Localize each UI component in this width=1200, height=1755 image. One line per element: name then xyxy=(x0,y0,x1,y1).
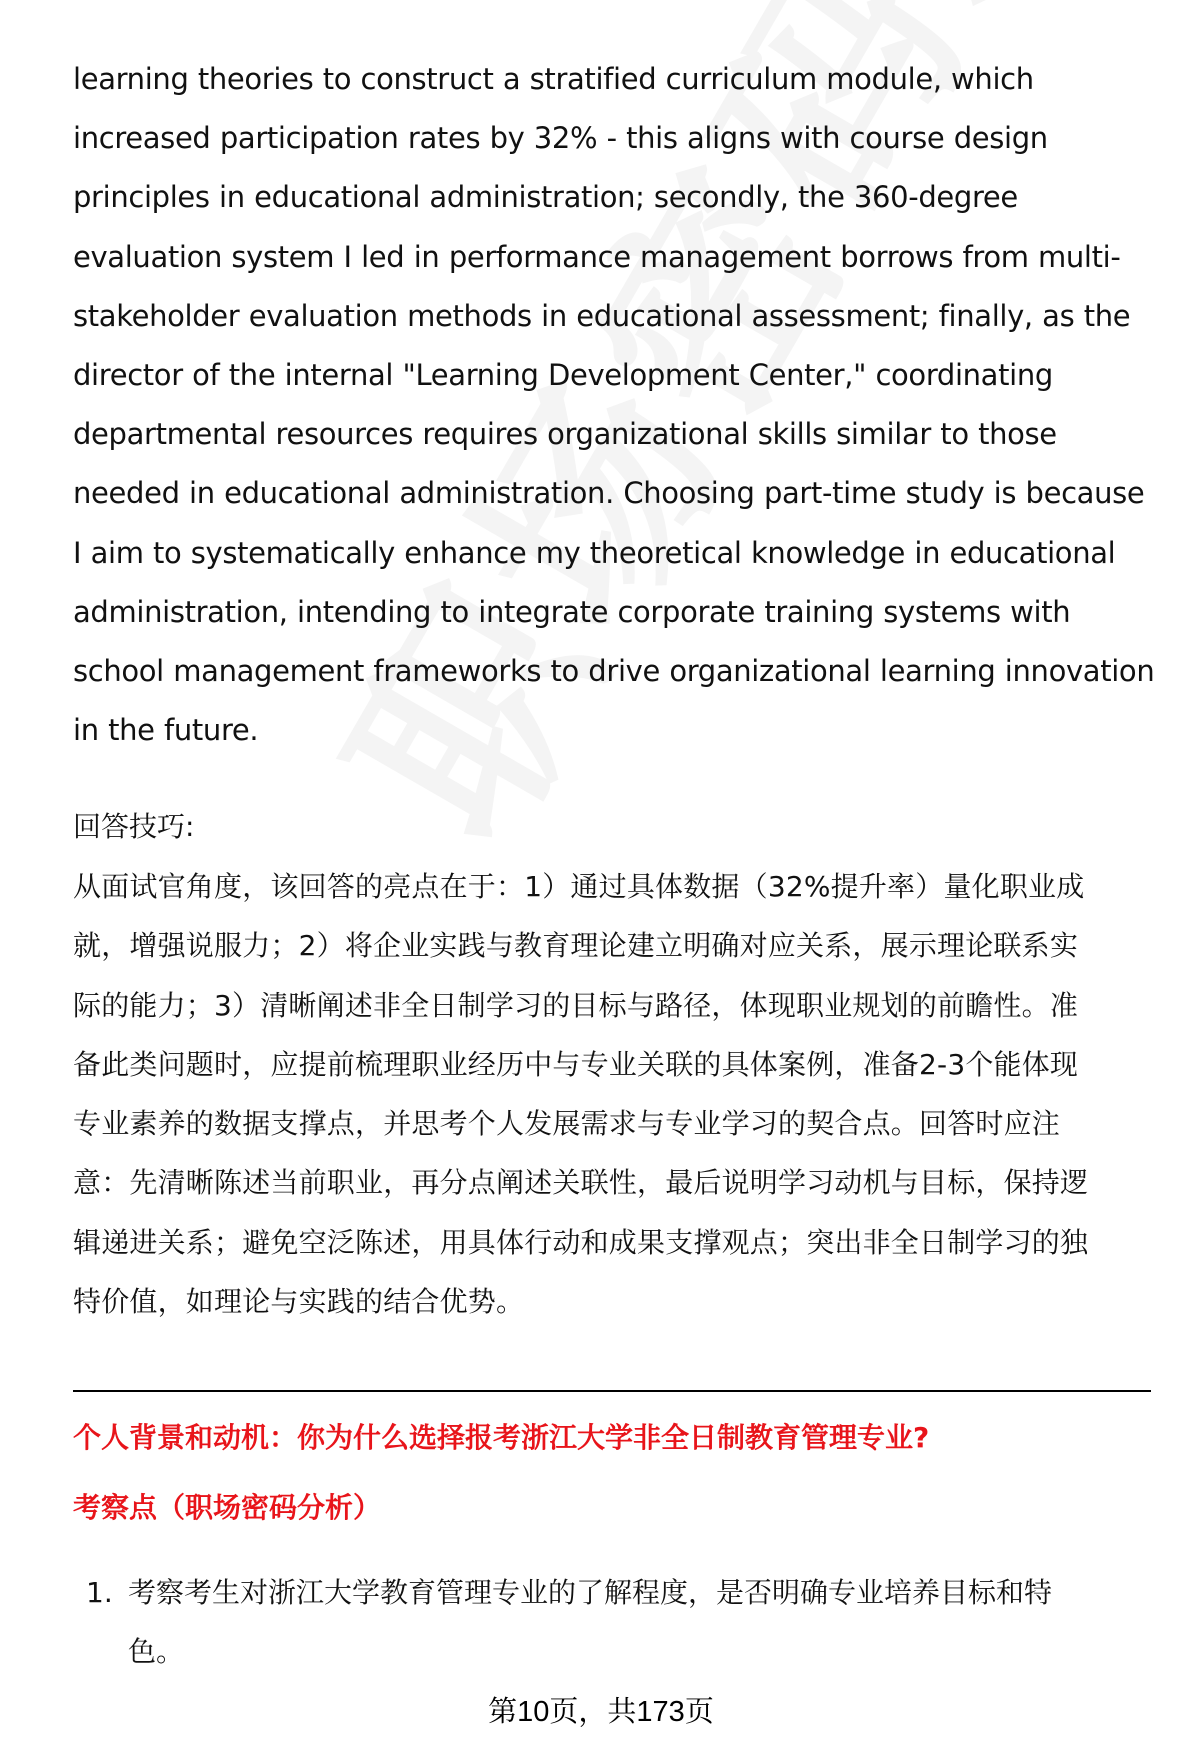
page-footer xyxy=(0,1690,1200,1734)
paragraph-line: 专业素养的数据支撑点，并思考个人发展需求与专业学习的契合点。回答时应注 xyxy=(73,1107,1061,1141)
paragraph-line: 备此类问题时，应提前梳理职业经历中与专业关联的具体案例，准备2-3个能体现 xyxy=(73,1047,1079,1081)
tips-paragraph xyxy=(73,857,1158,1331)
list-item-number: 1. xyxy=(86,1576,113,1609)
paragraph-line: I aim to systematically enhance my theoretical knowledge in educational xyxy=(73,535,1116,570)
paragraph-line: 意：先清晰陈述当前职业，再分点阐述关联性，最后说明学习动机与目标，保持逻 xyxy=(73,1166,1089,1200)
paragraph-line: departmental resources requires organizational skills similar to those xyxy=(73,417,1057,452)
paragraph-line: needed in educational administration. Choosing part-time study is because xyxy=(73,476,1145,511)
paragraph-line: in the future. xyxy=(73,713,259,748)
paragraph-line: school management frameworks to drive organizational learning innovation xyxy=(73,654,1155,689)
paragraph-line: learning theories to construct a stratified curriculum module, which xyxy=(73,62,1034,96)
paragraph-line: 辑递进关系；避免空泛陈述，用具体行动和成果支撑观点；突出非全日制学习的独 xyxy=(73,1225,1089,1259)
paragraph-line: 特价值，如理论与实践的结合优势。 xyxy=(73,1285,525,1319)
paragraph-line: stakeholder evaluation methods in educational assessment; finally, as the xyxy=(73,298,1131,333)
english-answer-paragraph xyxy=(73,50,1158,760)
list-item-line: 考察考生对浙江大学教育管理专业的了解程度，是否明确专业培养目标和特 xyxy=(128,1576,1053,1609)
paragraph-line: 际的能力；3）清晰阐述非全日制学习的目标与路径，体现职业规划的前瞻性。准 xyxy=(73,988,1079,1022)
tips-label: 回答技巧: xyxy=(73,810,195,843)
paragraph-line: principles in educational administration; secondly, the 360-degree xyxy=(73,180,1018,215)
paragraph-line: evaluation system I led in performance management borrows from multi- xyxy=(73,239,1121,274)
paragraph-line: administration, intending to integrate corporate training systems with xyxy=(73,594,1071,629)
paragraph-line: increased participation rates by 32% - this aligns with course design xyxy=(73,121,1048,156)
paragraph-line: 就，增强说服力；2）将企业实践与教育理论建立明确对应关系，展示理论联系实 xyxy=(73,929,1079,963)
paragraph-line: director of the internal "Learning Development Center," coordinating xyxy=(73,358,1053,393)
page-number-label: 第10页，共173页 xyxy=(488,1696,714,1728)
list-item-line: 色。 xyxy=(128,1635,185,1668)
analysis-subheading: 考察点（职场密码分析） xyxy=(73,1491,382,1524)
list-item xyxy=(86,1563,1158,1681)
paragraph-line: 从面试官角度，该回答的亮点在于：1）通过具体数据（32%提升率）量化职业成 xyxy=(73,870,1085,903)
question-heading: 个人背景和动机：你为什么选择报考浙江大学非全日制教育管理专业? xyxy=(73,1421,930,1454)
analysis-list xyxy=(86,1563,1171,1681)
section-divider xyxy=(73,1390,1151,1392)
